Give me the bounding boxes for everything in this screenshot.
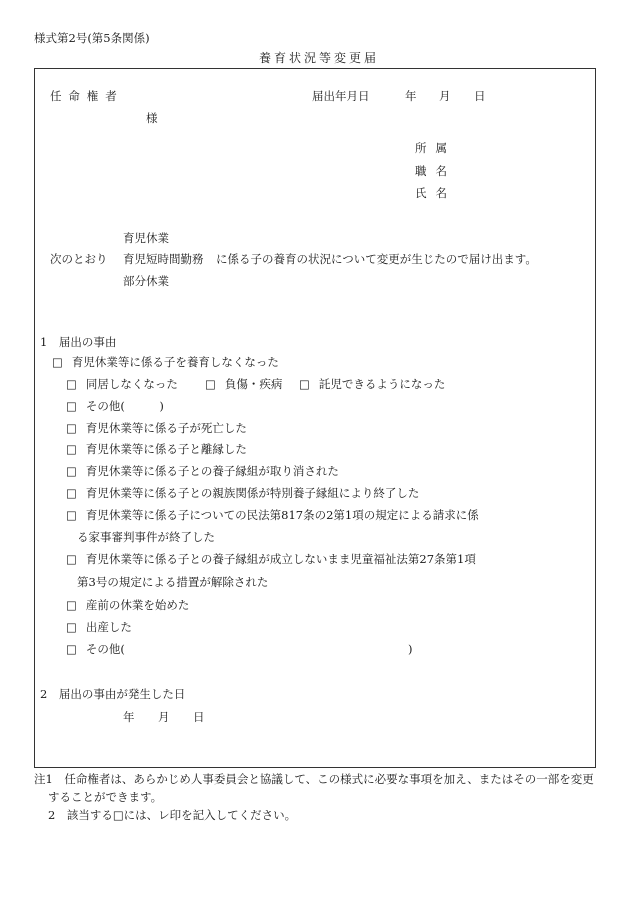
addressee-label: 任命権者 <box>50 89 124 103</box>
name-label: 氏名 <box>415 186 456 200</box>
sub-item-daycare-row <box>299 379 445 391</box>
item-civil-code-row <box>66 510 479 522</box>
main-item-row <box>52 357 279 369</box>
item-child-welfare-label-line1: 育児休業等に係る子との養子縁組が成立しないまま児童福祉法第27条第1項 <box>85 552 476 566</box>
checkbox[interactable]: □ <box>52 355 63 369</box>
item-divorce-label: 育児休業等に係る子と離縁した <box>85 442 247 456</box>
checkbox[interactable]: □ <box>205 377 216 391</box>
page-title: 養育状況等変更届 <box>259 51 380 65</box>
form-frame <box>34 68 596 768</box>
item-prenatal-label: 産前の休業を始めた <box>85 598 190 612</box>
statement-suffix: に係る子の養育の状況について変更が生じたので届け出ます。 <box>216 252 537 266</box>
checkbox[interactable]: □ <box>66 377 77 391</box>
item-civil-code-label-line1: 育児休業等に係る子についての民法第817条の2第1項の規定による請求に係 <box>85 508 479 522</box>
affiliation-label: 所属 <box>415 141 456 155</box>
date-day: 日 <box>474 89 486 103</box>
sub-item-other-label: その他( ) <box>85 399 164 413</box>
item-death-row <box>66 423 247 435</box>
item-birth-label: 出産した <box>85 620 132 634</box>
checkbox[interactable]: □ <box>66 552 77 566</box>
form-number: 様式第2号(第5条関係) <box>34 31 150 45</box>
sub-item-not-living-label: 同居しなくなった <box>85 377 178 391</box>
section1-heading: 1 届出の事由 <box>40 335 117 349</box>
leave-option-childcare: 育児休業 <box>123 231 169 245</box>
note1-line2: することができます。 <box>48 790 163 804</box>
item-child-welfare-row <box>66 554 476 566</box>
item-other-label-open: その他( <box>85 642 125 656</box>
sub-item-other-row <box>66 401 164 413</box>
leave-option-short-hours: 育児短時間勤務 <box>123 252 204 266</box>
sub-item-injury-row <box>205 379 282 391</box>
checkbox[interactable]: □ <box>66 421 77 435</box>
section2-heading: 2 届出の事由が発生した日 <box>40 687 186 701</box>
item-other-row <box>66 644 125 656</box>
item-adoption-cancel-label: 育児休業等に係る子との養子縁組が取り消された <box>85 464 339 478</box>
item-death-label: 育児休業等に係る子が死亡した <box>85 421 247 435</box>
checkbox[interactable]: □ <box>66 442 77 456</box>
checkbox[interactable]: □ <box>66 464 77 478</box>
occurrence-year: 年 <box>123 710 135 724</box>
sub-item-daycare-label: 託児できるようになった <box>318 377 446 391</box>
leave-option-partial: 部分休業 <box>123 274 169 288</box>
note2: 2 該当する□には、レ印を記入してください。 <box>48 808 297 822</box>
checkbox[interactable]: □ <box>66 598 77 612</box>
item-birth-row <box>66 622 132 634</box>
checkbox[interactable]: □ <box>66 642 77 656</box>
item-other-label-close: ) <box>408 642 413 656</box>
checkbox[interactable]: □ <box>299 377 310 391</box>
checkbox[interactable]: □ <box>66 620 77 634</box>
sub-item-injury-label: 負傷・疾病 <box>224 377 283 391</box>
item-child-welfare-label-line2: 第3号の規定による措置が解除された <box>77 575 269 589</box>
item-prenatal-row <box>66 600 189 612</box>
checkbox[interactable]: □ <box>66 486 77 500</box>
occurrence-month: 月 <box>158 710 170 724</box>
note1-line1: 注1 任命権者は、あらかじめ人事委員会と協議して、この様式に必要な事項を加え、またはその一部を変更 <box>34 772 594 786</box>
item-divorce-row <box>66 444 247 456</box>
main-item-label: 育児休業等に係る子を養育しなくなった <box>71 355 279 369</box>
item-adoption-cancel-row <box>66 466 339 478</box>
statement-prefix: 次のとおり <box>50 252 108 266</box>
checkbox[interactable]: □ <box>66 508 77 522</box>
item-civil-code-label-line2: る家事審判事件が終了した <box>77 530 215 544</box>
addressee-honorific: 様 <box>146 111 158 125</box>
checkbox[interactable]: □ <box>66 399 77 413</box>
date-year: 年 <box>405 89 417 103</box>
occurrence-day: 日 <box>193 710 205 724</box>
position-label: 職名 <box>415 164 456 178</box>
item-special-adoption-row <box>66 488 419 500</box>
sub-item-not-living-row <box>66 379 178 391</box>
date-label: 届出年月日 <box>312 89 370 103</box>
date-month: 月 <box>439 89 451 103</box>
item-special-adoption-label: 育児休業等に係る子との親族関係が特別養子縁組により終了した <box>85 486 420 500</box>
